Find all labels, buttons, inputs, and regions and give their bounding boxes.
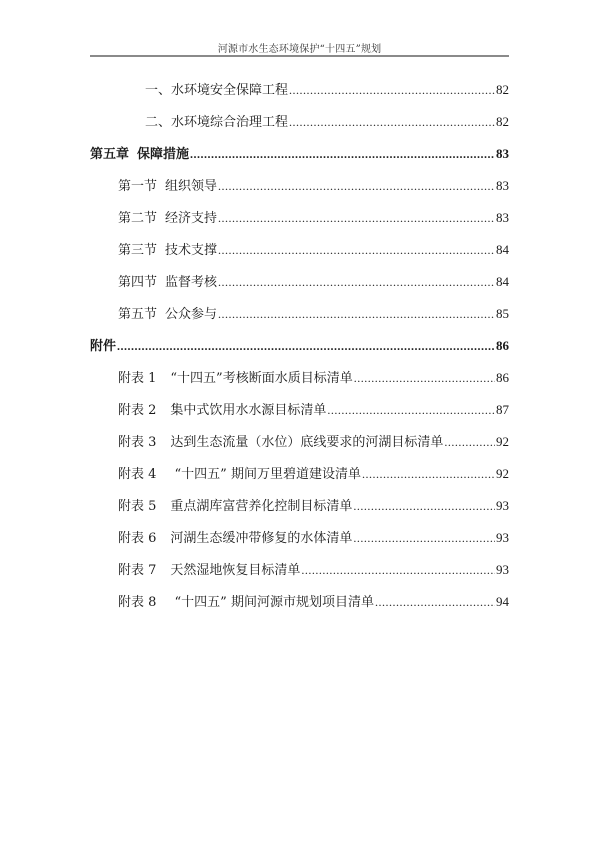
toc-entry-title: “十四五” 期间河源市规划项目清单 — [170, 595, 374, 610]
toc-entry[interactable] — [90, 368, 509, 388]
toc-entry[interactable] — [90, 464, 509, 484]
toc-entry-label — [118, 177, 217, 197]
toc-entry-number: 第二节 — [118, 211, 158, 226]
toc-entry[interactable] — [90, 80, 509, 100]
dot-leader — [327, 400, 495, 420]
toc-entry-label — [118, 241, 217, 261]
toc-entry[interactable] — [90, 400, 509, 420]
toc-entry-number: 附表 3 — [118, 435, 157, 450]
toc-entry-title: 经济支持 — [165, 211, 218, 226]
running-header: 河源市水生态环境保护“十四五”规划 — [217, 44, 382, 55]
toc-entry-number: 附表 7 — [118, 563, 157, 578]
toc-entry-label — [90, 337, 116, 357]
dot-leader — [444, 432, 495, 452]
toc-entry-title: 水环境安全保障工程 — [171, 83, 289, 98]
toc-entry-number: 附表 5 — [118, 499, 157, 514]
toc-entry-page-number: 85 — [496, 306, 509, 321]
dot-leader — [289, 80, 495, 100]
toc-entry-number: 第五章 — [90, 147, 130, 162]
toc-entry-number: 二、 — [145, 115, 172, 130]
toc-entry-page-number: 86 — [496, 370, 509, 385]
toc-entry-title: 监督考核 — [165, 275, 218, 290]
toc-entry-title: “十四五”考核断面水质目标清单 — [170, 371, 353, 386]
toc-entry-label — [118, 273, 217, 293]
toc-entry-number: 附表 2 — [118, 403, 157, 418]
toc-entry[interactable] — [90, 208, 509, 228]
toc-entry-title: 技术支撑 — [165, 243, 218, 258]
toc-entry-title: 重点湖库富营养化控制目标清单 — [170, 499, 353, 514]
toc-entry[interactable] — [90, 336, 509, 356]
dot-leader — [353, 496, 495, 516]
toc-entry-page-number: 92 — [496, 466, 509, 481]
toc-entry-label — [118, 593, 374, 613]
toc-entry-title: 附件 — [90, 339, 117, 354]
dot-leader — [117, 336, 495, 356]
toc-entry-title: 河湖生态缓冲带修复的水体清单 — [170, 531, 353, 546]
toc-entry-label — [118, 369, 353, 389]
dot-leader — [218, 208, 495, 228]
toc-entry-page-number: 82 — [496, 114, 509, 129]
header-rule — [90, 55, 509, 57]
toc-entry-page-number: 82 — [496, 82, 509, 97]
toc-entry-number: 附表 6 — [118, 531, 157, 546]
dot-leader — [301, 560, 495, 580]
toc-entry-title: 达到生态流量（水位）底线要求的河湖目标清单 — [170, 435, 444, 450]
toc-entry-label — [118, 433, 443, 453]
dot-leader — [353, 528, 495, 548]
dot-leader — [354, 368, 495, 388]
toc-entry[interactable] — [90, 528, 509, 548]
toc-entry-label — [118, 529, 352, 549]
toc-entry-number: 第一节 — [118, 179, 158, 194]
toc-entry[interactable] — [90, 240, 509, 260]
toc-entry-page-number: 93 — [496, 562, 509, 577]
toc-entry-page-number: 84 — [496, 242, 509, 257]
toc-entry-page-number: 87 — [496, 402, 509, 417]
toc-entry-title: “十四五” 期间万里碧道建设清单 — [170, 467, 361, 482]
dot-leader — [218, 304, 495, 324]
toc-entry-label — [118, 401, 326, 421]
toc-entry-label — [90, 145, 189, 165]
toc-entry-title: 水环境综合治理工程 — [171, 115, 289, 130]
toc-entry-page-number: 83 — [496, 178, 509, 193]
dot-leader — [218, 240, 495, 260]
toc-entry[interactable] — [90, 176, 509, 196]
toc-entry[interactable] — [90, 432, 509, 452]
toc-entry-number: 第三节 — [118, 243, 158, 258]
toc-entry[interactable] — [90, 592, 509, 612]
toc-entry-number: 第五节 — [118, 307, 158, 322]
toc-entry-title: 公众参与 — [165, 307, 218, 322]
toc-entry-label — [118, 209, 217, 229]
toc-entry-title: 组织领导 — [165, 179, 218, 194]
toc-entry-page-number: 84 — [496, 274, 509, 289]
toc-entry-number: 附表 4 — [118, 467, 157, 482]
toc-entry-label — [118, 497, 352, 517]
toc-entry-title: 天然湿地恢复目标清单 — [170, 563, 301, 578]
toc-entry[interactable] — [90, 272, 509, 292]
toc-entry-label — [145, 81, 288, 101]
toc-entry-label — [145, 113, 288, 133]
dot-leader — [289, 112, 495, 132]
toc-entry-label — [118, 465, 361, 485]
toc-entry-label — [118, 561, 300, 581]
toc-entry-title: 保障措施 — [137, 147, 190, 162]
toc-entry-page-number: 93 — [496, 530, 509, 545]
toc-entry-page-number: 92 — [496, 434, 509, 449]
dot-leader — [218, 272, 495, 292]
dot-leader — [218, 176, 495, 196]
toc-entry[interactable] — [90, 560, 509, 580]
toc-entry-number: 第四节 — [118, 275, 158, 290]
toc-entry[interactable] — [90, 144, 509, 164]
toc-entry-title: 集中式饮用水水源目标清单 — [170, 403, 327, 418]
dot-leader — [362, 464, 495, 484]
toc-entry-page-number: 86 — [496, 338, 509, 353]
dot-leader — [375, 592, 495, 612]
dot-leader — [190, 144, 495, 164]
toc-entry-number: 一、 — [145, 83, 172, 98]
toc-entry-page-number: 83 — [496, 146, 509, 161]
toc-entry[interactable] — [90, 304, 509, 324]
toc-entry-number: 附表 1 — [118, 371, 157, 386]
toc-entry-page-number: 93 — [496, 498, 509, 513]
toc-entry[interactable] — [90, 496, 509, 516]
toc-entry-number: 附表 8 — [118, 595, 157, 610]
toc-entry-page-number: 94 — [496, 594, 509, 609]
toc-entry[interactable] — [90, 112, 509, 132]
toc-entry-label — [118, 305, 217, 325]
toc-entry-page-number: 83 — [496, 210, 509, 225]
